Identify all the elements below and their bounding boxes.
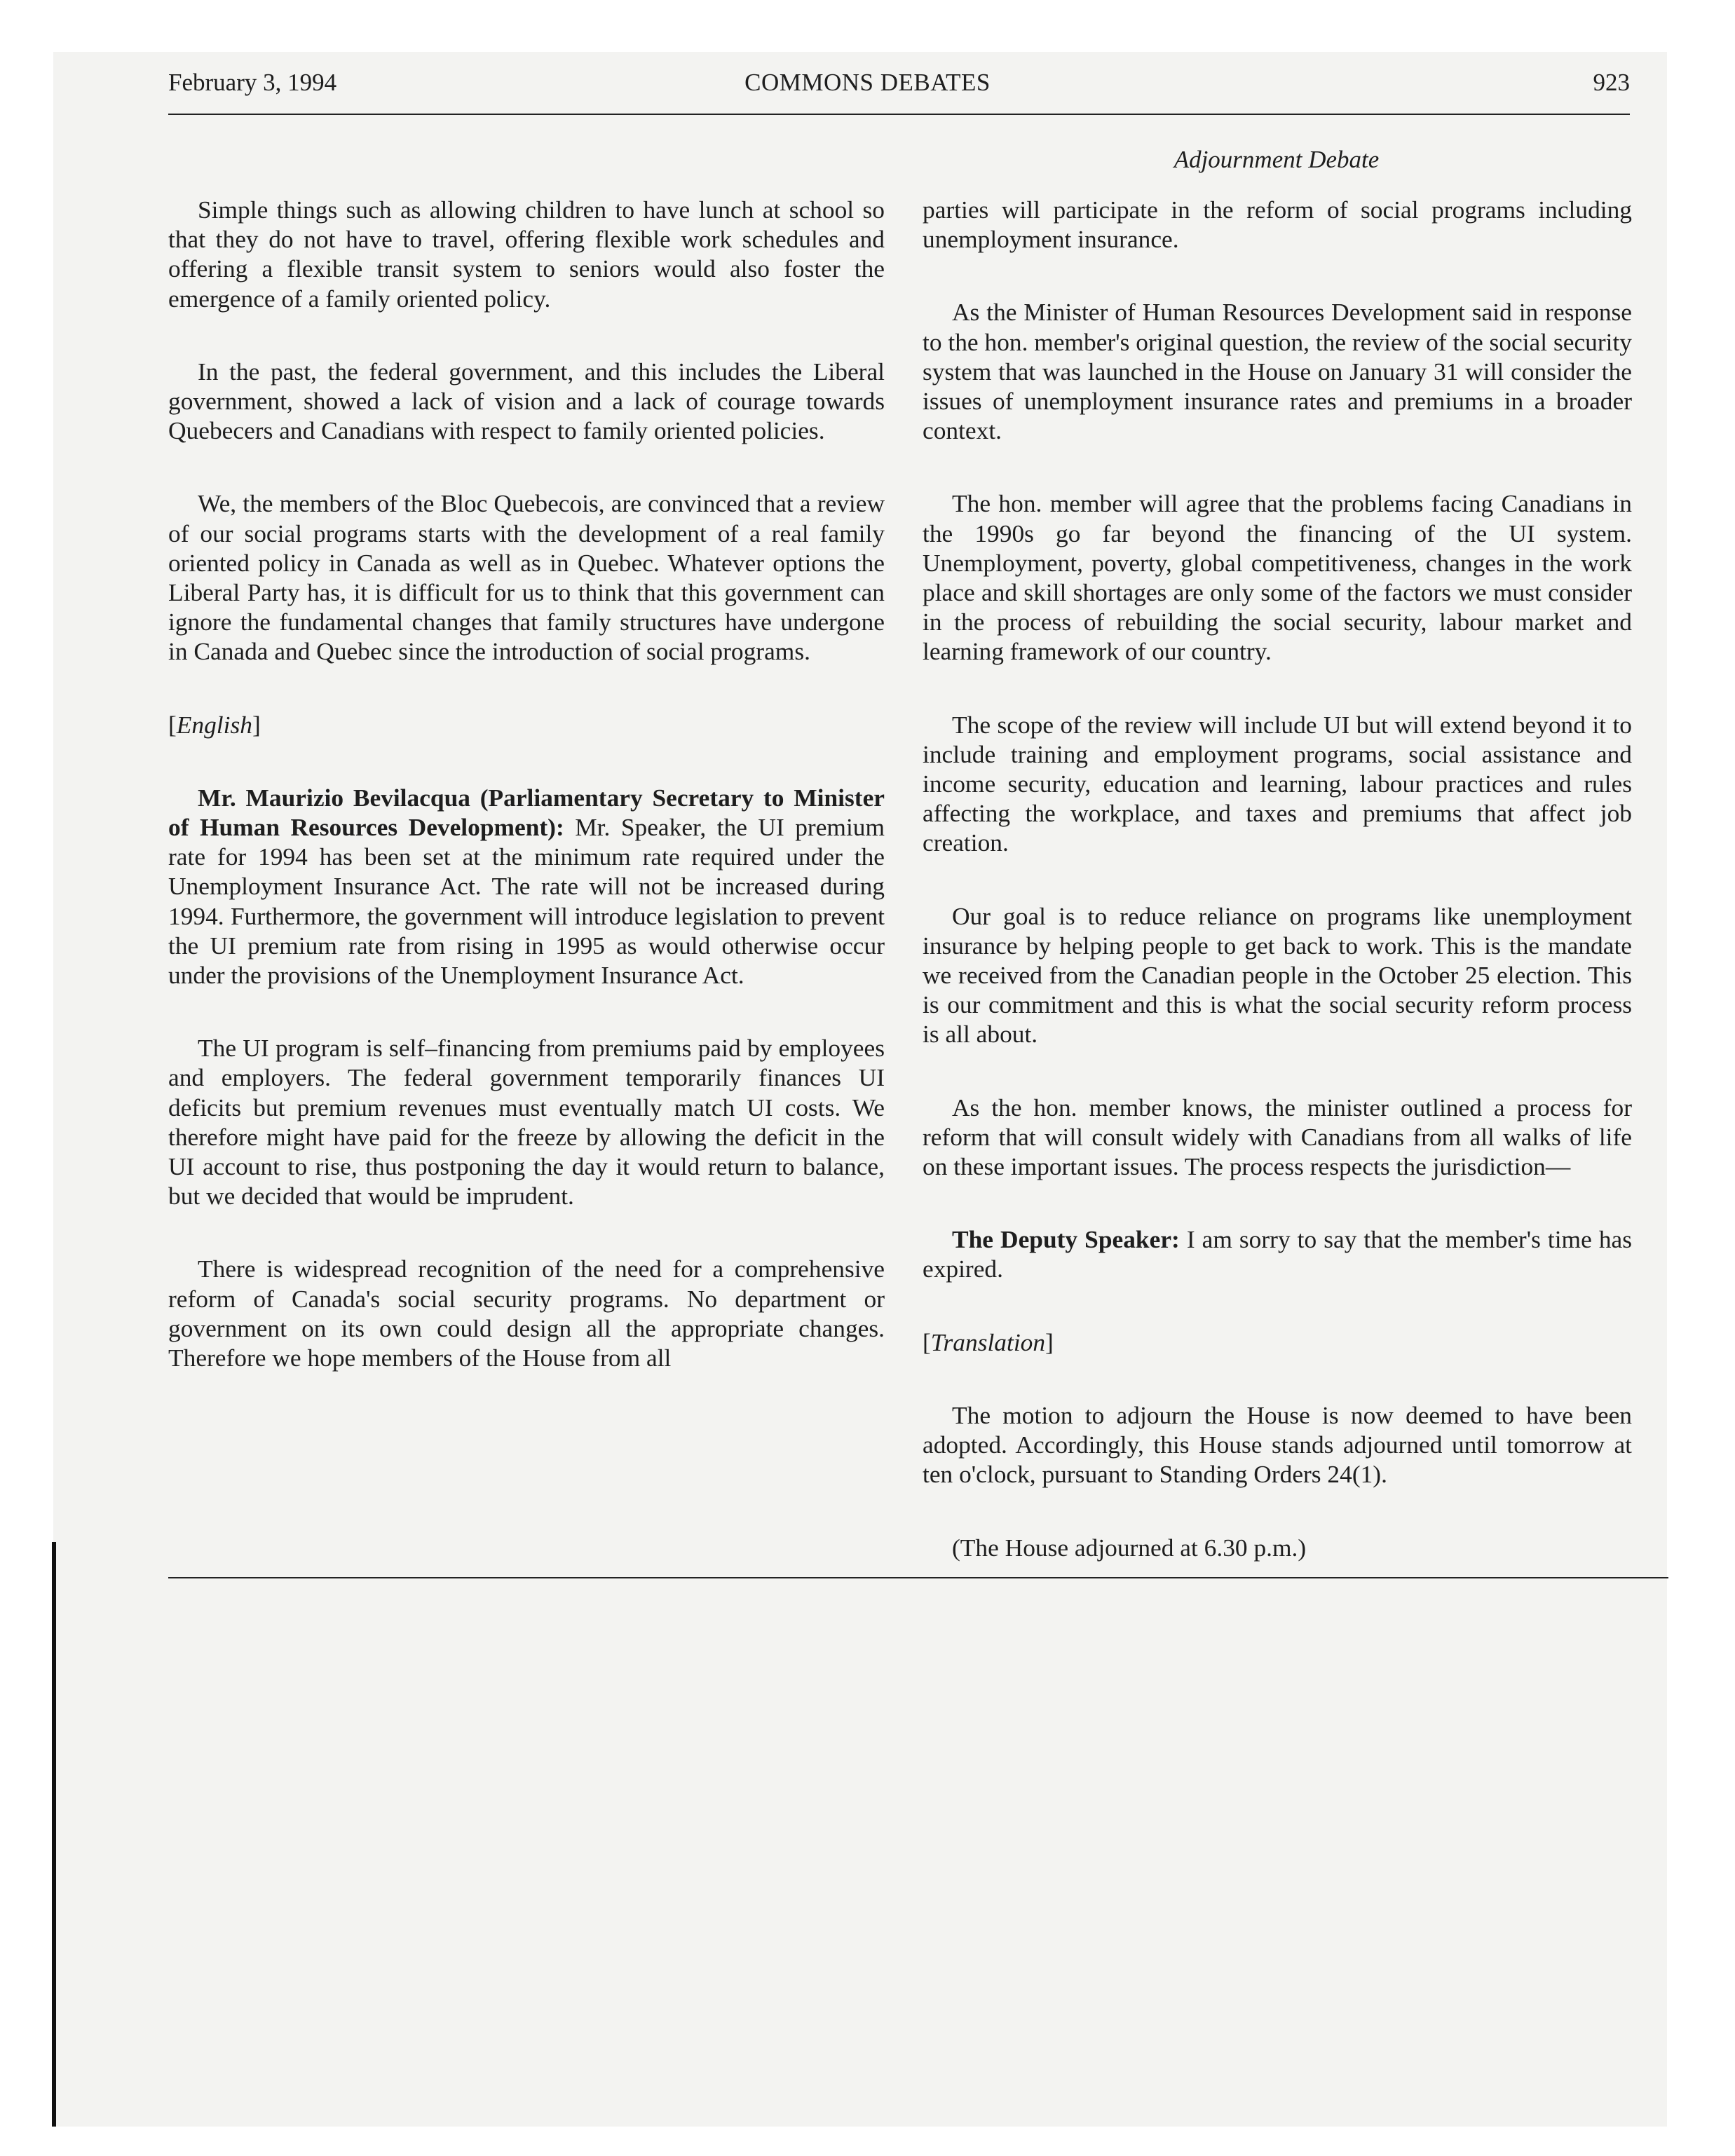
language-tag-label: Translation <box>930 1328 1046 1356</box>
paragraph-continued: parties will participate in the reform of social programs including unemployment insurance. <box>923 196 1632 254</box>
language-tag-label: English <box>176 710 252 739</box>
paragraph: The scope of the review will include UI but will extend beyond it to include training and employment programs, social assistance and income security, education and learning, labour practices and rules affecting the workplace, and taxes and premiums that affect job creation. <box>923 710 1632 857</box>
paragraph: As the hon. member knows, the minister outlined a process for reform that will consult widely with Canadians from all walks of life on these important issues. The process respects the jurisdiction— <box>923 1093 1632 1181</box>
page-number: 923 <box>1593 69 1630 96</box>
header-date: February 3, 1994 <box>168 69 337 96</box>
speech-paragraph <box>923 1224 1632 1283</box>
paragraph: In the past, the federal government, and this includes the Liberal government, showed a lack of vision and a lack of courage towards Quebecers and Canadians with respect to family oriented policies. <box>168 357 885 445</box>
paragraph: The motion to adjourn the House is now deemed to have been adopted. Accordingly, this House stands adjourned until tomorrow at ten o'clock, pursuant to Standing Orders 24(1). <box>923 1400 1632 1489</box>
paragraph: Our goal is to reduce reliance on programs like unemployment insurance by helping people to get back to work. This is the mandate we received from the Canadian people in the October 25 election. This is our commitment and this is what the social security reform process is all about. <box>923 901 1632 1049</box>
speech-text: I am sorry to say that the member's time has expired. <box>923 1225 1632 1283</box>
speaker-name: The Deputy Speaker: <box>952 1225 1180 1254</box>
footer-rule <box>168 1577 1668 1578</box>
paragraph: We, the members of the Bloc Quebecois, are convinced that a review of our social programs starts with the development of a real family oriented policy in Canada as well as in Quebec. Whatever options the Liberal Party has, it is difficult for us to think that this government can ignore the fundamental changes that family structures have undergone in Canada and Quebec since the introduction of social programs. <box>168 489 885 666</box>
speech-text: Mr. Speaker, the UI premium rate for 1994 has been set at the minimum rate required under the Unemployment Insurance Act. The rate will not be increased during 1994. Furthermore, the government will introduce legislation to prevent the UI premium rate from rising in 1995 as would otherwise occur under the provisions of the Unemployment Insurance Act. <box>168 813 885 990</box>
header-rule <box>168 114 1630 115</box>
paragraph: Simple things such as allowing children to have lunch at school so that they do not have to travel, offering flexible work schedules and offering a flexible transit system to seniors would also foster the emergence of a family oriented policy. <box>168 196 885 313</box>
left-column <box>168 195 885 1416</box>
language-tag: [Translation] <box>923 1328 1054 1356</box>
speech-paragraph <box>168 783 885 990</box>
right-column <box>923 195 1632 1562</box>
speaker-name: Mr. Maurizio Bevilacqua (Parliamentary Secretary to Minister of Human Resources Development): <box>168 783 885 842</box>
language-tag: [English] <box>168 710 261 739</box>
adjournment-note: (The House adjourned at 6.30 p.m.) <box>952 1533 1307 1562</box>
paragraph: There is widespread recognition of the need for a comprehensive reform of Canada's social security programs. No department or government on its own could design all the appropriate changes. Therefore we hope members of the House from all <box>168 1255 885 1372</box>
header-title: COMMONS DEBATES <box>744 69 991 96</box>
scan-edge <box>52 1542 56 2127</box>
section-title: Adjournment Debate <box>1173 146 1380 173</box>
paragraph: The hon. member will agree that the problems facing Canadians in the 1990s go far beyond the financing of the UI system. Unemployment, poverty, global competitiveness, changes in the work place and skill shortages are only some of the factors we must consider in the process of rebuilding the social security, labour market and learning framework of our country. <box>923 489 1632 666</box>
paragraph: The UI program is self–financing from premiums paid by employees and employers. The federal government temporarily finances UI deficits but premium revenues must eventually match UI costs. We therefore might have paid for the freeze by allowing the deficit in the UI account to rise, thus postponing the day it would return to balance, but we decided that would be imprudent. <box>168 1034 885 1210</box>
paragraph: As the Minister of Human Resources Development said in response to the hon. member's original question, the review of the social security system that was launched in the House on January 31 will consider the issues of unemployment insurance rates and premiums in a broader context. <box>923 298 1632 445</box>
